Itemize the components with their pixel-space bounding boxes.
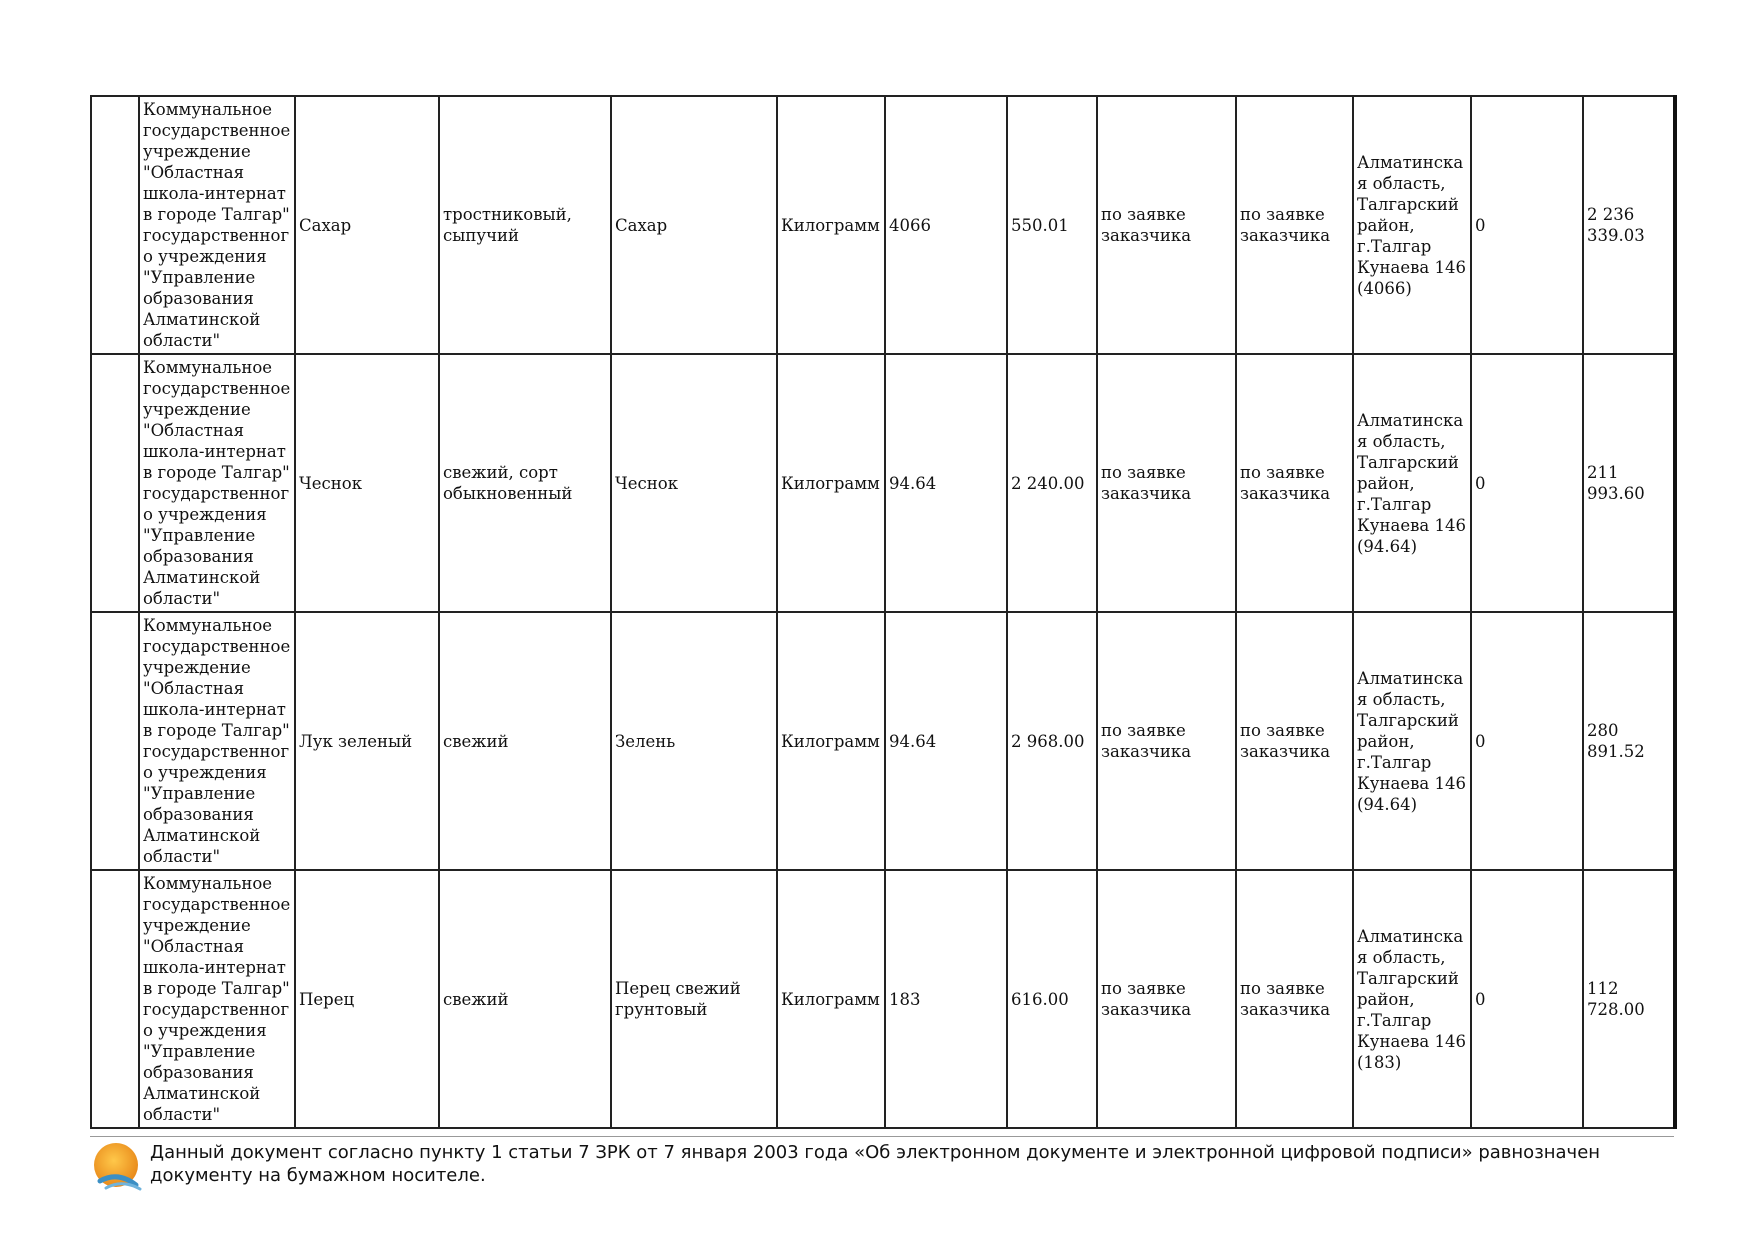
quantity-cell: 4066 bbox=[885, 96, 1007, 354]
quantity-cell: 94.64 bbox=[885, 354, 1007, 612]
quantity-cell: 94.64 bbox=[885, 612, 1007, 870]
procurement-table-container bbox=[90, 95, 1674, 1129]
delivery-place-cell: Алматинская область, Талгарский район, г.Талгар Кунаева 146 (94.64) bbox=[1353, 354, 1471, 612]
table-row bbox=[91, 96, 1675, 354]
item-characteristic-cell: свежий bbox=[439, 612, 611, 870]
delivery-terms-cell: по заявке заказчика bbox=[1097, 612, 1236, 870]
unit-price-cell: 2 968.00 bbox=[1007, 612, 1097, 870]
unit-cell: Килограмм bbox=[777, 870, 885, 1128]
delivery-place-cell: Алматинская область, Талгарский район, г.Талгар Кунаева 146 (183) bbox=[1353, 870, 1471, 1128]
customer-cell: Коммунальное государственное учреждение "Областная школа-интернат в городе Талгар" государственного учреждения "Управление образования Алматинской области" bbox=[139, 96, 295, 354]
advance-payment-cell: 0 bbox=[1471, 354, 1583, 612]
procurement-table bbox=[90, 95, 1677, 1129]
item-category-cell: Зелень bbox=[611, 612, 777, 870]
egov-sun-logo-icon bbox=[92, 1141, 144, 1193]
delivery-terms-cell: по заявке заказчика bbox=[1097, 870, 1236, 1128]
unit-price-cell: 2 240.00 bbox=[1007, 354, 1097, 612]
total-amount-cell: 112 728.00 bbox=[1583, 870, 1675, 1128]
item-characteristic-cell: свежий bbox=[439, 870, 611, 1128]
customer-cell: Коммунальное государственное учреждение "Областная школа-интернат в городе Талгар" государственного учреждения "Управление образования Алматинской области" bbox=[139, 354, 295, 612]
customer-cell: Коммунальное государственное учреждение "Областная школа-интернат в городе Талгар" государственного учреждения "Управление образования Алматинской области" bbox=[139, 612, 295, 870]
item-name-cell: Сахар bbox=[295, 96, 439, 354]
total-amount-cell: 280 891.52 bbox=[1583, 612, 1675, 870]
row-number-cell bbox=[91, 354, 139, 612]
item-category-cell: Чеснок bbox=[611, 354, 777, 612]
item-name-cell: Лук зеленый bbox=[295, 612, 439, 870]
unit-price-cell: 550.01 bbox=[1007, 96, 1097, 354]
advance-payment-cell: 0 bbox=[1471, 96, 1583, 354]
delivery-period-cell: по заявке заказчика bbox=[1236, 96, 1353, 354]
item-category-cell: Сахар bbox=[611, 96, 777, 354]
document-footer bbox=[92, 1141, 1672, 1193]
table-row bbox=[91, 612, 1675, 870]
table-row bbox=[91, 354, 1675, 612]
table-body bbox=[91, 96, 1675, 1128]
delivery-period-cell: по заявке заказчика bbox=[1236, 870, 1353, 1128]
delivery-terms-cell: по заявке заказчика bbox=[1097, 96, 1236, 354]
item-characteristic-cell: тростниковый, сыпучий bbox=[439, 96, 611, 354]
delivery-period-cell: по заявке заказчика bbox=[1236, 612, 1353, 870]
total-amount-cell: 2 236 339.03 bbox=[1583, 96, 1675, 354]
quantity-cell: 183 bbox=[885, 870, 1007, 1128]
item-characteristic-cell: свежий, сорт обыкновенный bbox=[439, 354, 611, 612]
item-name-cell: Чеснок bbox=[295, 354, 439, 612]
unit-cell: Килограмм bbox=[777, 96, 885, 354]
legal-notice-text: Данный документ согласно пункту 1 статьи 7 ЗРК от 7 января 2003 года «Об электронном документе и электронной цифровой подписи» равнозначен документу на бумажном носителе. bbox=[150, 1142, 1601, 1186]
footer-divider bbox=[90, 1136, 1674, 1137]
advance-payment-cell: 0 bbox=[1471, 612, 1583, 870]
total-amount-cell: 211 993.60 bbox=[1583, 354, 1675, 612]
unit-cell: Килограмм bbox=[777, 612, 885, 870]
customer-cell: Коммунальное государственное учреждение "Областная школа-интернат в городе Талгар" государственного учреждения "Управление образования Алматинской области" bbox=[139, 870, 295, 1128]
row-number-cell bbox=[91, 612, 139, 870]
delivery-terms-cell: по заявке заказчика bbox=[1097, 354, 1236, 612]
unit-price-cell: 616.00 bbox=[1007, 870, 1097, 1128]
unit-cell: Килограмм bbox=[777, 354, 885, 612]
table-row bbox=[91, 870, 1675, 1128]
advance-payment-cell: 0 bbox=[1471, 870, 1583, 1128]
row-number-cell bbox=[91, 870, 139, 1128]
delivery-period-cell: по заявке заказчика bbox=[1236, 354, 1353, 612]
row-number-cell bbox=[91, 96, 139, 354]
item-category-cell: Перец свежий грунтовый bbox=[611, 870, 777, 1128]
delivery-place-cell: Алматинская область, Талгарский район, г.Талгар Кунаева 146 (94.64) bbox=[1353, 612, 1471, 870]
delivery-place-cell: Алматинская область, Талгарский район, г.Талгар Кунаева 146 (4066) bbox=[1353, 96, 1471, 354]
item-name-cell: Перец bbox=[295, 870, 439, 1128]
